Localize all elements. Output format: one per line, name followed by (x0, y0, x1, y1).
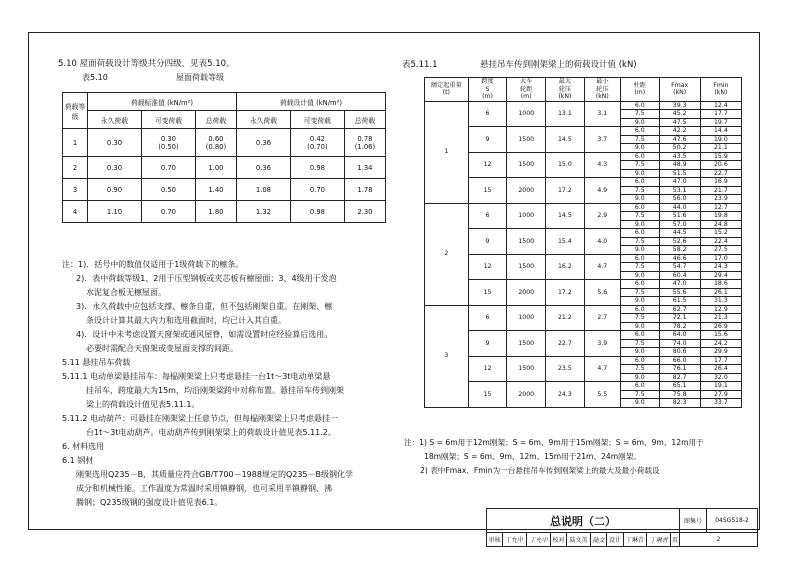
t510-header-level: 荷载等级 (63, 93, 88, 129)
t5111-fmin: 15.6 (700, 331, 741, 340)
t5111-fmin: 22.7 (700, 169, 741, 178)
t5111-column-spacing: 7.5 (620, 288, 659, 297)
left-note-line: 4)．设计中未考虑设置天窗架或通风屋脊，如需设置时应经验算后选用。 (76, 330, 333, 339)
t5111-fmax: 56.0 (659, 195, 700, 204)
t5111-column-spacing: 7.5 (620, 237, 659, 246)
left-note-line: 水泥复合板无檩屋面。 (86, 288, 166, 297)
right-note-line: 18m刚架；S = 6m、9m、12m、15m用于21m、24m刚架。 (424, 452, 641, 461)
design-name: 丁琳青 (623, 533, 647, 547)
t5111-capacity: 3 (425, 305, 469, 407)
right-column (402, 58, 746, 70)
t5111-row (425, 254, 742, 263)
t5111-fmin: 15.9 (700, 152, 741, 161)
t5111-max-pressure: 22.7 (546, 331, 585, 357)
left-note-line: 3)．永久荷载中应包括支撑、檩条自重，但不包括刚架自重。在刚架、檩 (76, 302, 333, 311)
atlas-label: 图集号 (680, 509, 707, 533)
t510-cell: 1.08 (236, 179, 290, 201)
t5111-wheelbase: 1500 (507, 152, 546, 178)
t510-subheader: 可变荷载 (141, 111, 195, 129)
t510-cell: 0.70 (141, 201, 195, 223)
t5111-fmax: 62.7 (659, 305, 700, 314)
t5111-fmax: 66.0 (659, 356, 700, 365)
t5111-fmax: 57.0 (659, 220, 700, 229)
t5111-fmax: 64.0 (659, 331, 700, 340)
t5111-fmin: 12.4 (700, 101, 741, 110)
t5111-column-spacing: 9.0 (620, 220, 659, 229)
t5111-column-spacing: 9.0 (620, 195, 659, 204)
t5111-max-pressure: 21.2 (546, 305, 585, 331)
t5111-fmin: 21.3 (700, 314, 741, 323)
left-note-line: 必要时需配合天窗架或变屋面支撑的间距。 (86, 344, 238, 353)
t510-cell: 0.90 (88, 179, 142, 201)
t5111-fmin: 15.2 (700, 229, 741, 238)
t5111-body (425, 101, 742, 407)
left-note-line: 6.1 钢材 (62, 456, 94, 465)
t5111-fmin: 22.4 (700, 237, 741, 246)
t5111-header: 跨度 S (m) (468, 78, 507, 102)
t5111-min-pressure: 4.7 (584, 356, 620, 382)
t5111-fmin: 26.4 (700, 365, 741, 374)
check-label: 校对 (550, 533, 566, 547)
t5111-span: 9 (468, 127, 507, 153)
t5111-wheelbase: 1000 (507, 203, 546, 229)
t5111-header: 大车 轮距 (m) (507, 78, 546, 102)
t5111-fmax: 50.2 (659, 144, 700, 153)
t5111-max-pressure: 14.5 (546, 127, 585, 153)
t5111-row (425, 127, 742, 136)
t510-cell: 1 (63, 129, 88, 157)
t5111-fmax: 46.6 (659, 254, 700, 263)
t5111-column-spacing: 6.0 (620, 280, 659, 289)
t5111-column-spacing: 7.5 (620, 390, 659, 399)
t5111-fmin: 19.0 (700, 135, 741, 144)
t5111-column-spacing: 7.5 (620, 110, 659, 119)
t5111-fmax: 53.1 (659, 186, 700, 195)
t510-subheader: 永久荷载 (236, 111, 290, 129)
t5111-fmin: 24.8 (700, 220, 741, 229)
t510-cell: 4 (63, 201, 88, 223)
t5111-fmin: 14.4 (700, 127, 741, 136)
t5111-fmin: 12.7 (700, 203, 741, 212)
t5111-column-spacing: 7.5 (620, 135, 659, 144)
left-note-line: 注：1)．括号中的数值仅适用于1级荷载下的檩条。 (62, 260, 244, 269)
left-note-line: 腾钢；Q235级钢的强度设计值见表6.1。 (76, 498, 223, 507)
t5111-row (425, 331, 742, 340)
t5111-fmin: 17.7 (700, 110, 741, 119)
t5111-span: 9 (468, 229, 507, 255)
t5111-header: 额定起重量 (t) (425, 78, 469, 102)
t5111-column-spacing: 7.5 (620, 263, 659, 272)
title-block (486, 508, 758, 548)
t5111-capacity: 2 (425, 203, 469, 305)
t5111-wheelbase: 1500 (507, 229, 546, 255)
t510-cell: 0.30 (0.50) (141, 129, 195, 157)
t5111-fmax: 54.7 (659, 263, 700, 272)
t5111-capacity: 1 (425, 101, 469, 203)
t510-cell: 1.80 (195, 201, 236, 223)
t5111-fmax: 60.4 (659, 271, 700, 280)
t5111-wheelbase: 1500 (507, 356, 546, 382)
t5111-span: 15 (468, 280, 507, 306)
table-5-11-1-caption: 表5.11.1 (402, 60, 438, 70)
t5111-fmax: 47.0 (659, 280, 700, 289)
t5111-fmax: 45.2 (659, 110, 700, 119)
t5111-column-spacing: 6.0 (620, 152, 659, 161)
t5111-row (425, 356, 742, 365)
left-note-line: 5.11.1 电动单梁悬挂吊车：每榀刚架梁上只考虑悬挂一台1t～3t电动单梁悬 (62, 372, 331, 381)
left-note-line: 挂吊车，跨度最大为15m，均沿刚架梁跨中对称布置。悬挂吊车传到刚架 (86, 386, 344, 395)
t5111-fmax: 51.5 (659, 169, 700, 178)
t5111-column-spacing: 6.0 (620, 203, 659, 212)
t5111-column-spacing: 6.0 (620, 254, 659, 263)
t5111-wheelbase: 2000 (507, 280, 546, 306)
t5111-fmin: 19.7 (700, 118, 741, 127)
t5111-fmin: 29.4 (700, 271, 741, 280)
t510-row (63, 157, 386, 179)
t510-cell: 1.00 (195, 157, 236, 179)
t5111-wheelbase: 1500 (507, 254, 546, 280)
t510-cell: 0.60 (0.80) (195, 129, 236, 157)
t5111-fmin: 21.7 (700, 186, 741, 195)
table-5-11-1 (424, 77, 742, 408)
t5111-min-pressure: 4.9 (584, 178, 620, 204)
t510-cell: 0.70 (141, 157, 195, 179)
t510-cell: 0.50 (141, 179, 195, 201)
t5111-fmin: 21.1 (700, 144, 741, 153)
check-signature: 陆文 (590, 533, 606, 547)
t5111-span: 9 (468, 331, 507, 357)
t5111-row (425, 382, 742, 391)
atlas-number: 04SG518-2 (707, 509, 758, 533)
t5111-span: 12 (468, 356, 507, 382)
sheet-title: 总说明（二） (487, 509, 680, 533)
t5111-fmax: 75.8 (659, 390, 700, 399)
right-note-line: 2) 表中Fmax、Fmin为一台悬挂吊车传到刚架梁上的最大及最小荷载设 (420, 466, 660, 475)
t510-cell: 1.40 (195, 179, 236, 201)
t5111-row (425, 229, 742, 238)
t5111-header: 柱距 (m) (620, 78, 659, 102)
left-note-line: 5.11.2 电动葫芦：可悬挂在刚架梁上任意节点，但每榀刚架梁上只考虑悬挂一 (62, 414, 338, 423)
t5111-fmin: 16.9 (700, 178, 741, 187)
t5111-fmax: 51.6 (659, 212, 700, 221)
t5111-min-pressure: 5.5 (584, 382, 620, 408)
t510-cell: 2.30 (344, 201, 385, 223)
t5111-row (425, 203, 742, 212)
t5111-max-pressure: 16.2 (546, 254, 585, 280)
t5111-row (425, 178, 742, 187)
page-number: 2 (680, 533, 758, 547)
t510-header-standard: 荷载标准值 (kN/m²) (88, 93, 237, 111)
t5111-column-spacing: 7.5 (620, 314, 659, 323)
table-5-10-caption-row (58, 71, 388, 85)
t5111-min-pressure: 2.9 (584, 203, 620, 229)
check-name: 陆文英 (567, 533, 591, 547)
left-note-line: 6. 材料选用 (62, 442, 105, 451)
left-note-line: 2)．表中荷载等级1、2用于压型钢板或夹芯板有檩屋面；3、4级用于发泡 (76, 274, 337, 283)
t5111-header: Fmax (kN) (659, 78, 700, 102)
t5111-max-pressure: 14.5 (546, 203, 585, 229)
t5111-min-pressure: 4.7 (584, 254, 620, 280)
t5111-fmax: 48.9 (659, 161, 700, 170)
t5111-column-spacing: 6.0 (620, 178, 659, 187)
t5111-column-spacing: 9.0 (620, 118, 659, 127)
t5111-fmax: 44.0 (659, 203, 700, 212)
t5111-fmax: 47.6 (659, 135, 700, 144)
t5111-fmin: 20.6 (700, 161, 741, 170)
t510-cell: 0.78 (1.06) (344, 129, 385, 157)
t5111-row (425, 305, 742, 314)
t5111-row (425, 101, 742, 110)
t5111-min-pressure: 2.7 (584, 305, 620, 331)
t5111-column-spacing: 9.0 (620, 271, 659, 280)
t5111-fmin: 23.9 (700, 195, 741, 204)
t510-cell: 3 (63, 179, 88, 201)
t5111-column-spacing: 9.0 (620, 373, 659, 382)
t5111-min-pressure: 5.6 (584, 280, 620, 306)
t5111-fmin: 17.7 (700, 356, 741, 365)
table-5-10-caption: 表5.10 (82, 73, 108, 82)
t5111-header: 最大 轮压 (kN) (546, 78, 585, 102)
left-note-line: 梁上的荷载设计值见表5.11.1。 (86, 400, 200, 409)
t510-cell: 0.36 (236, 157, 290, 179)
t5111-max-pressure: 17.2 (546, 280, 585, 306)
t510-header-design: 荷载设计值 (kN/m²) (236, 93, 385, 111)
t5111-column-spacing: 7.5 (620, 186, 659, 195)
t5111-max-pressure: 15.0 (546, 152, 585, 178)
t510-cell: 0.98 (290, 157, 344, 179)
t5111-span: 15 (468, 178, 507, 204)
t5111-wheelbase: 2000 (507, 178, 546, 204)
t5111-wheelbase: 1000 (507, 101, 546, 127)
t510-body (63, 129, 386, 223)
t5111-max-pressure: 24.3 (546, 382, 585, 408)
page-label: 页 (671, 533, 680, 547)
t510-cell: 0.98 (290, 201, 344, 223)
t510-cell: 1.10 (88, 201, 142, 223)
t5111-fmin: 32.0 (700, 373, 741, 382)
t510-cell: 2 (63, 157, 88, 179)
t5111-column-spacing: 6.0 (620, 382, 659, 391)
left-note-line: 台1t～3t电动葫芦。电动葫芦传到刚架梁上的荷载设计值见表5.11.2。 (86, 428, 336, 437)
design-label: 设计 (607, 533, 623, 547)
t5111-fmax: 78.2 (659, 322, 700, 331)
t5111-column-spacing: 9.0 (620, 322, 659, 331)
t5111-fmin: 19.1 (700, 382, 741, 391)
t5111-fmin: 19.8 (700, 212, 741, 221)
t510-subheader: 可变荷载 (290, 111, 344, 129)
t5111-row (425, 152, 742, 161)
t510-cell: 1.34 (344, 157, 385, 179)
t5111-span: 6 (468, 305, 507, 331)
t5111-max-pressure: 23.5 (546, 356, 585, 382)
t5111-column-spacing: 9.0 (620, 297, 659, 306)
t5111-fmin: 26.9 (700, 322, 741, 331)
t5111-fmax: 80.6 (659, 348, 700, 357)
t510-subheader: 总荷载 (344, 111, 385, 129)
t510-cell: 0.42 (0.70) (290, 129, 344, 157)
t5111-wheelbase: 1500 (507, 127, 546, 153)
t5111-column-spacing: 9.0 (620, 246, 659, 255)
t5111-span: 12 (468, 152, 507, 178)
t5111-span: 6 (468, 203, 507, 229)
table-5-11-1-title: 悬挂吊车传到刚架梁上的荷载设计值 (kN) (480, 60, 637, 70)
left-note-line: 刚架选用Q235－B，其质量应符合GB/T700－1988规定的Q235－B级钢化学 (76, 470, 354, 479)
t5111-fmax: 42.2 (659, 127, 700, 136)
section-5-10-heading: 5.10 屋面荷载设计等级共分四级，见表5.10。 (58, 59, 235, 69)
t510-subheader: 总荷载 (195, 111, 236, 129)
right-notes (404, 436, 754, 478)
t5111-fmax: 47.0 (659, 178, 700, 187)
t5111-fmin: 27.9 (700, 390, 741, 399)
t5111-fmin: 12.9 (700, 305, 741, 314)
t510-cell: 0.36 (236, 129, 290, 157)
t510-row (63, 179, 386, 201)
table-5-10-title: 屋面荷载等级 (176, 73, 224, 82)
t5111-fmin: 26.1 (700, 288, 741, 297)
t510-subheader: 永久荷载 (88, 111, 142, 129)
t5111-fmin: 31.3 (700, 297, 741, 306)
t5111-wheelbase: 1000 (507, 305, 546, 331)
t510-cell: 0.30 (88, 129, 142, 157)
right-note-line: 注：1) S = 6m用于12m刚架；S = 6m、9m用于15m刚架；S = 6m、9m、12m用于 (404, 438, 704, 447)
t5111-span: 15 (468, 382, 507, 408)
t5111-fmin: 27.5 (700, 246, 741, 255)
t5111-fmin: 24.2 (700, 339, 741, 348)
table-5-10 (62, 92, 386, 223)
t5111-header: Fmin (kN) (700, 78, 741, 102)
design-signature: 丁琳青 (647, 533, 671, 547)
t5111-row (425, 280, 742, 289)
t5111-fmin: 18.6 (700, 280, 741, 289)
t5111-min-pressure: 3.1 (584, 101, 620, 127)
t5111-min-pressure: 3.7 (584, 127, 620, 153)
t5111-header-row (425, 78, 742, 102)
t5111-column-spacing: 6.0 (620, 356, 659, 365)
review-signature: 丁允中 (527, 533, 551, 547)
t5111-fmin: 29.9 (700, 348, 741, 357)
t5111-header: 最小 轮压 (kN) (584, 78, 620, 102)
t510-cell: 1.78 (344, 179, 385, 201)
left-notes (62, 258, 392, 510)
left-note-line: 条设计计算其最大内力和选用截面时，均已计入其自重。 (86, 316, 286, 325)
t5111-column-spacing: 7.5 (620, 339, 659, 348)
t510-subheader-row (63, 111, 386, 129)
left-note-line: 成分和机械性能。工作温度为常温时采用镇静钢，也可采用半镇静钢、沸 (76, 484, 332, 493)
t5111-fmax: 82.7 (659, 373, 700, 382)
t5111-column-spacing: 6.0 (620, 127, 659, 136)
t5111-fmax: 61.5 (659, 297, 700, 306)
t5111-max-pressure: 17.2 (546, 178, 585, 204)
t5111-fmin: 17.0 (700, 254, 741, 263)
t5111-wheelbase: 1500 (507, 331, 546, 357)
t5111-fmin: 24.3 (700, 263, 741, 272)
t5111-fmax: 74.0 (659, 339, 700, 348)
t510-cell: 1.32 (236, 201, 290, 223)
t5111-min-pressure: 3.9 (584, 331, 620, 357)
t5111-fmax: 39.3 (659, 101, 700, 110)
t5111-wheelbase: 2000 (507, 382, 546, 408)
t5111-fmax: 55.6 (659, 288, 700, 297)
t5111-fmax: 82.3 (659, 399, 700, 408)
t5111-column-spacing: 6.0 (620, 331, 659, 340)
t5111-fmax: 58.2 (659, 246, 700, 255)
t5111-fmin: 33.7 (700, 399, 741, 408)
review-name: 丁允中 (503, 533, 527, 547)
t5111-fmax: 72.1 (659, 314, 700, 323)
t510-cell: 0.70 (290, 179, 344, 201)
t5111-fmax: 47.5 (659, 118, 700, 127)
t510-cell: 0.30 (88, 157, 142, 179)
t5111-span: 6 (468, 101, 507, 127)
t5111-column-spacing: 9.0 (620, 169, 659, 178)
t5111-max-pressure: 15.4 (546, 229, 585, 255)
t5111-column-spacing: 6.0 (620, 305, 659, 314)
t5111-column-spacing: 6.0 (620, 229, 659, 238)
t5111-span: 12 (468, 254, 507, 280)
t5111-column-spacing: 9.0 (620, 399, 659, 408)
t5111-column-spacing: 7.5 (620, 365, 659, 374)
t5111-fmax: 44.5 (659, 229, 700, 238)
t5111-fmax: 76.1 (659, 365, 700, 374)
t5111-column-spacing: 9.0 (620, 348, 659, 357)
t510-row (63, 129, 386, 157)
review-label: 审核 (487, 533, 503, 547)
t5111-max-pressure: 13.1 (546, 101, 585, 127)
t5111-column-spacing: 6.0 (620, 101, 659, 110)
left-column (58, 58, 388, 85)
t5111-fmax: 43.5 (659, 152, 700, 161)
t5111-min-pressure: 4.0 (584, 229, 620, 255)
t510-row (63, 201, 386, 223)
t5111-fmax: 52.6 (659, 237, 700, 246)
t5111-column-spacing: 7.5 (620, 212, 659, 221)
t5111-column-spacing: 7.5 (620, 161, 659, 170)
t5111-fmax: 65.1 (659, 382, 700, 391)
t5111-min-pressure: 4.3 (584, 152, 620, 178)
left-note-line: 5.11 悬挂吊车荷载 (62, 358, 131, 367)
t5111-column-spacing: 9.0 (620, 144, 659, 153)
